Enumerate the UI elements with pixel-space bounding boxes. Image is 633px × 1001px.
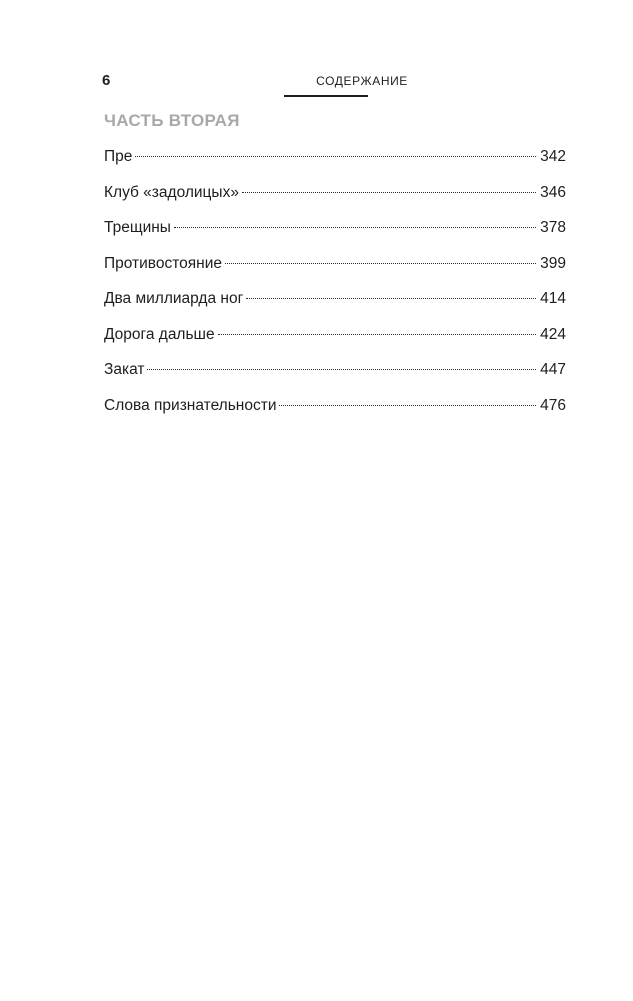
- toc-entry-title: Дорога дальше: [104, 325, 215, 343]
- toc-entry[interactable]: [104, 253, 566, 289]
- toc-entry-page: 414: [540, 290, 566, 307]
- toc-entry-page: 399: [540, 254, 566, 272]
- toc-entry[interactable]: [104, 288, 566, 324]
- toc-entry-page: 424: [540, 325, 566, 343]
- table-of-contents: [104, 146, 566, 430]
- toc-entry-page: 447: [540, 361, 566, 378]
- running-header: СОДЕРЖАНИЕ: [316, 74, 408, 88]
- toc-entry-title: Клуб «задолицых»: [104, 183, 239, 201]
- toc-dot-leader: [174, 227, 536, 228]
- toc-entry[interactable]: [104, 146, 566, 182]
- toc-entry-title: Пре: [104, 148, 133, 165]
- toc-entry-title: Трещины: [104, 219, 171, 236]
- toc-entry-title: Два миллиарда ног: [104, 290, 244, 307]
- toc-entry-title: Противостояние: [104, 254, 223, 272]
- toc-entry-page: 346: [540, 183, 566, 201]
- toc-entry-page: 476: [540, 396, 566, 414]
- toc-entry-page: 342: [540, 148, 566, 165]
- toc-entry-title: Закат: [104, 361, 145, 378]
- running-header-underline: [284, 95, 368, 97]
- toc-entry-page: 378: [540, 219, 566, 236]
- toc-dot-leader: [242, 192, 536, 193]
- toc-dot-leader: [279, 405, 536, 406]
- toc-entry-title: Слова признательности: [104, 396, 277, 414]
- toc-entry[interactable]: [104, 182, 566, 218]
- toc-dot-leader: [135, 156, 536, 157]
- toc-dot-leader: [246, 298, 536, 299]
- toc-entry[interactable]: [104, 324, 566, 360]
- toc-entry[interactable]: [104, 359, 566, 395]
- toc-dot-leader: [147, 369, 536, 370]
- toc-dot-leader: [218, 334, 537, 335]
- section-title: ЧАСТЬ ВТОРАЯ: [104, 111, 240, 130]
- toc-dot-leader: [225, 263, 536, 264]
- toc-entry[interactable]: [104, 217, 566, 253]
- toc-entry[interactable]: [104, 395, 566, 431]
- page-number: 6: [102, 72, 111, 89]
